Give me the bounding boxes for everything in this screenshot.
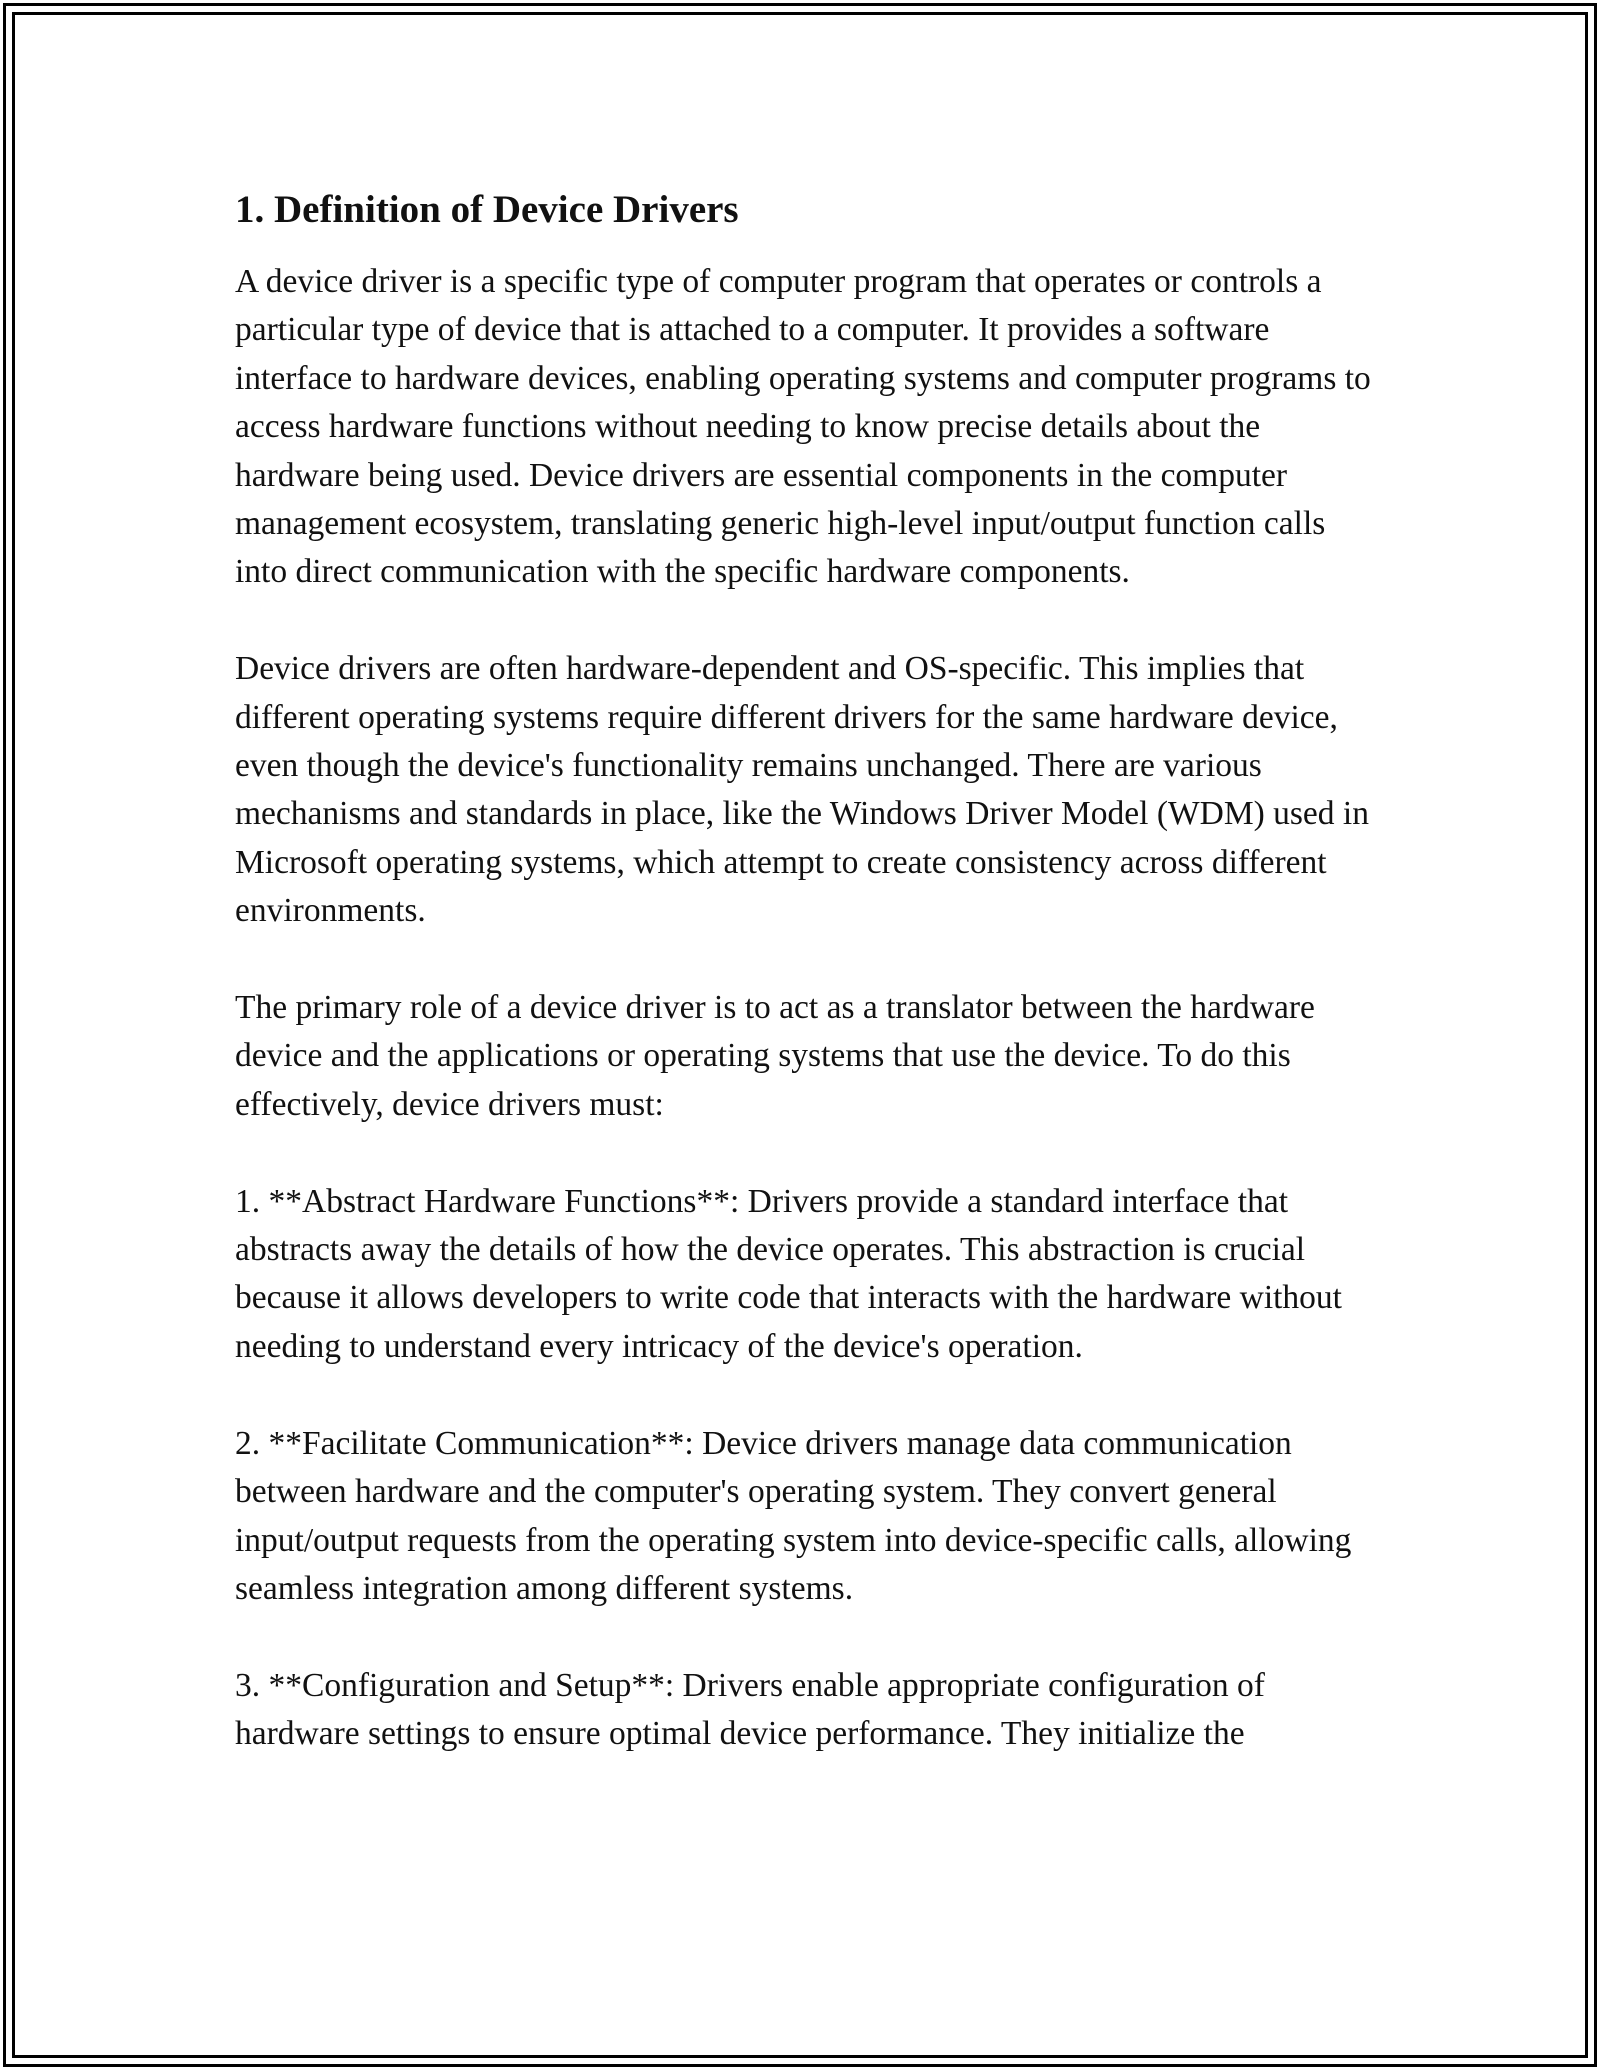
section-heading: 1. Definition of Device Drivers <box>235 188 739 231</box>
paragraph-os-specific: Device drivers are often hardware-dependent and OS-specific. This implies that different operating systems require different drivers for the same hardware device, even though the device's functionality remains unchanged. There are various mechanisms and standards in place, like the Windows Driver Model (WDM) used in Microsoft operating systems, which attempt to create consistency across different environments. <box>235 650 1369 930</box>
list-item-facilitate-communication: 2. **Facilitate Communication**: Device drivers manage data communication between hardware and the computer's operating system. They convert general input/output requests from the operating system into device-specific calls, allowing seamless integration among different systems. <box>235 1424 1352 1607</box>
document-body <box>235 186 1380 1759</box>
list-item-configuration-setup: 3. **Configuration and Setup**: Drivers enable appropriate configuration of hardware settings to ensure optimal device performance. They initialize the <box>235 1666 1265 1753</box>
list-item-abstract-hardware: 1. **Abstract Hardware Functions**: Drivers provide a standard interface that abstracts away the details of how the device operates. This abstraction is crucial because it allows developers to write code that interacts with the hardware without needing to understand every intricacy of the device's operation. <box>235 1182 1342 1365</box>
paragraph-definition: A device driver is a specific type of computer program that operates or controls a particular type of device that is attached to a computer. It provides a software interface to hardware devices, enabling operating systems and computer programs to access hardware functions without needing to know precise details about the hardware being used. Device drivers are essential components in the computer management ecosystem, translating generic high-level input/output function calls into direct communication with the specific hardware components. <box>235 263 1371 591</box>
paragraph-primary-role: The primary role of a device driver is to act as a translator between the hardware device and the applications or operating systems that use the device. To do this effectively, device drivers must: <box>235 989 1315 1123</box>
